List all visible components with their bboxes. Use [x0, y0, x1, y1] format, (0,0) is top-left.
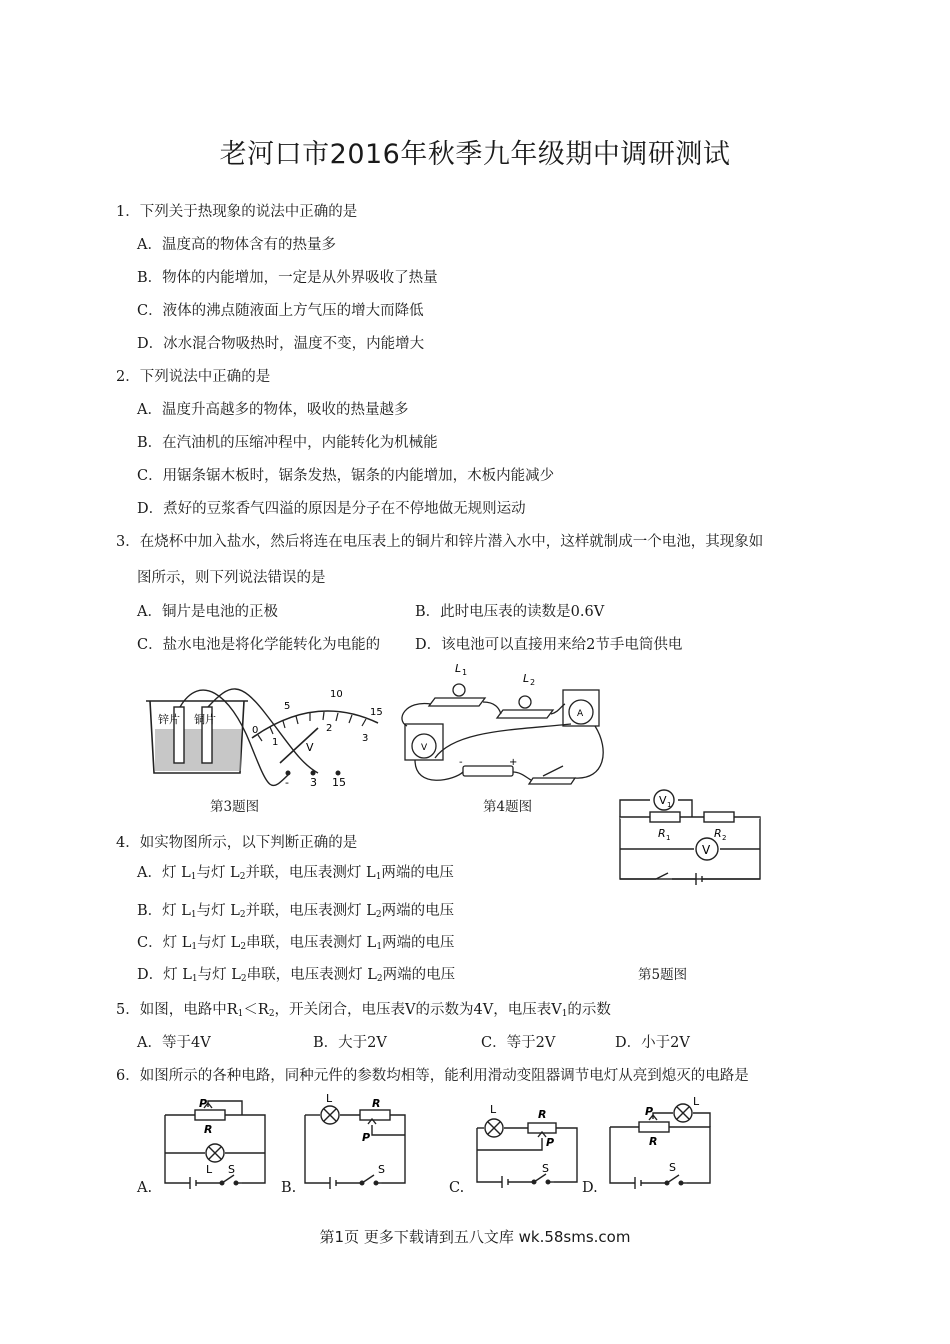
question-3-option-d: D．该电池可以直接用来给2节手电筒供电: [415, 637, 683, 653]
figure-4-physical-circuit: [395, 660, 615, 790]
terminal-minus: -: [285, 776, 289, 789]
question-1-option-d: D．冰水混合物吸热时，温度不变，内能增大: [137, 336, 425, 352]
q6-a-p-label: P: [199, 1097, 208, 1110]
q6-a-l-label: L: [206, 1163, 213, 1176]
l1-label: L: [455, 662, 462, 675]
v1-subscript: 1: [667, 801, 672, 809]
question-2-option-c: C．用锯条锯木板时，锯条发热，锯条的内能增加，木板内能减少: [137, 468, 555, 484]
battery-plus: +: [509, 757, 518, 768]
terminal-15: 15: [332, 776, 346, 789]
question-4-option-a: A．灯 $L_1$与灯 $L_2$并联，电压表测灯 $L_1$两端的电压: [137, 865, 454, 882]
unit-v: V: [306, 741, 314, 754]
q6-d-s-label: S: [669, 1161, 676, 1174]
zinc-label: 锌片: [158, 713, 180, 726]
scale-5: 5: [284, 701, 291, 712]
question-4-option-d: D．灯 $L_1$与灯 $L_2$串联，电压表测灯 $L_2$两端的电压: [137, 967, 456, 984]
q6-c-s-label: S: [542, 1162, 549, 1175]
q6-b-p-label: P: [362, 1131, 371, 1144]
question-2-option-d: D．煮好的豆浆香气四溢的原因是分子在不停地做无规则运动: [137, 501, 526, 517]
r2-subscript: 2: [722, 834, 727, 842]
question-5-stem: 5．如图，电路中$R_1<R_2$，开关闭合，电压表V的示数为4V，电压表$V_1$的示数: [116, 1002, 611, 1019]
page-title: 老河口市2016年秋季九年级期中调研测试: [219, 139, 731, 170]
question-3-option-c: C．盐水电池是将化学能转化为电能的: [137, 637, 381, 653]
question-4-stem: 4．如实物图所示，以下判断正确的是: [116, 835, 358, 851]
v1-label: V: [659, 794, 667, 807]
q6-b-l-label: L: [326, 1092, 333, 1105]
l2-label: L: [523, 672, 530, 685]
terminal-3: 3: [310, 776, 317, 789]
q6-d-l-label: L: [693, 1095, 700, 1108]
question-1-option-c: C．液体的沸点随液面上方气压的增大而降低: [137, 303, 424, 319]
q6-d-p-label: P: [645, 1105, 654, 1118]
scale-2: 2: [326, 723, 333, 734]
question-3-option-b: B．此时电压表的读数是0.6V: [415, 604, 605, 620]
copper-label: 铜片: [194, 713, 216, 726]
figure-5-caption: 第5题图: [638, 967, 688, 983]
v-label: V: [702, 843, 711, 857]
question-6-stem: 6．如图所示的各种电路，同种元件的参数均相等，能利用滑动变阻器调节电灯从亮到熄灭的电路是: [116, 1068, 749, 1084]
question-1-option-a: A．温度高的物体含有的热量多: [137, 237, 336, 253]
q6-d-r-label: R: [649, 1135, 658, 1148]
figure-3-caption: 第3题图: [210, 799, 260, 815]
q6-option-c-label: C.: [449, 1180, 465, 1196]
q6-option-d-label: D.: [582, 1180, 598, 1196]
q6-circuit-d: [605, 1095, 720, 1195]
question-1-option-b: B．物体的内能增加，一定是从外界吸收了热量: [137, 270, 438, 286]
question-2-stem: 2．下列说法中正确的是: [116, 369, 271, 385]
l2-subscript: 2: [530, 678, 536, 687]
question-5-option-a: A．等于4V: [137, 1035, 211, 1051]
q6-b-r-label: R: [372, 1097, 381, 1110]
scale-3: 3: [362, 733, 369, 744]
question-3-stem-line2: 图所示，则下列说法错误的是: [137, 570, 326, 586]
question-4-option-c: C．灯 $L_1$与灯 $L_2$串联，电压表测灯 $L_1$两端的电压: [137, 935, 455, 952]
r2-label: R: [714, 827, 722, 840]
figure-4-caption: 第4题图: [483, 799, 533, 815]
scale-15: 15: [370, 707, 383, 718]
q6-circuit-c: [472, 1100, 587, 1200]
r1-subscript: 1: [666, 834, 671, 842]
question-5-option-b: B．大于2V: [313, 1035, 387, 1051]
page-footer: 第1页 更多下载请到五八文库 wk.58sms.com: [319, 1228, 631, 1246]
question-3-stem-line1: 3．在烧杯中加入盐水，然后将连在电压表上的铜片和锌片潜入水中，这样就制成一个电池，其现象如: [116, 534, 764, 550]
battery-minus: -: [459, 757, 463, 768]
figure-5-schematic: [620, 795, 765, 895]
q6-a-r-label: R: [204, 1123, 213, 1136]
q6-option-b-label: B.: [281, 1180, 297, 1196]
voltmeter-label: V: [421, 743, 428, 753]
question-3-option-a: A．铜片是电池的正极: [137, 604, 278, 620]
question-5-option-d: D．小于2V: [615, 1035, 690, 1051]
q6-c-l-label: L: [490, 1103, 497, 1116]
figure-3-salt-battery: [140, 683, 390, 798]
q6-circuit-b: [300, 1092, 415, 1195]
question-4-option-b: B．灯 $L_1$与灯 $L_2$并联，电压表测灯 $L_2$两端的电压: [137, 903, 455, 920]
q6-circuit-a: [160, 1095, 275, 1195]
q6-a-s-label: S: [228, 1163, 235, 1176]
question-1-stem: 1．下列关于热现象的说法中正确的是: [116, 204, 358, 220]
q6-option-a-label: A.: [137, 1180, 153, 1196]
q6-c-p-label: P: [546, 1136, 555, 1149]
question-2-option-b: B．在汽油机的压缩冲程中，内能转化为机械能: [137, 435, 438, 451]
scale-1: 1: [272, 737, 279, 748]
r1-label: R: [658, 827, 666, 840]
question-5-option-c: C．等于2V: [481, 1035, 556, 1051]
ammeter-label: A: [577, 709, 584, 719]
scale-0: 0: [252, 725, 259, 736]
q6-b-s-label: S: [378, 1163, 385, 1176]
question-2-option-a: A．温度升高越多的物体，吸收的热量越多: [137, 402, 409, 418]
q6-c-r-label: R: [538, 1108, 547, 1121]
l1-subscript: 1: [462, 668, 468, 677]
scale-10: 10: [330, 689, 343, 700]
